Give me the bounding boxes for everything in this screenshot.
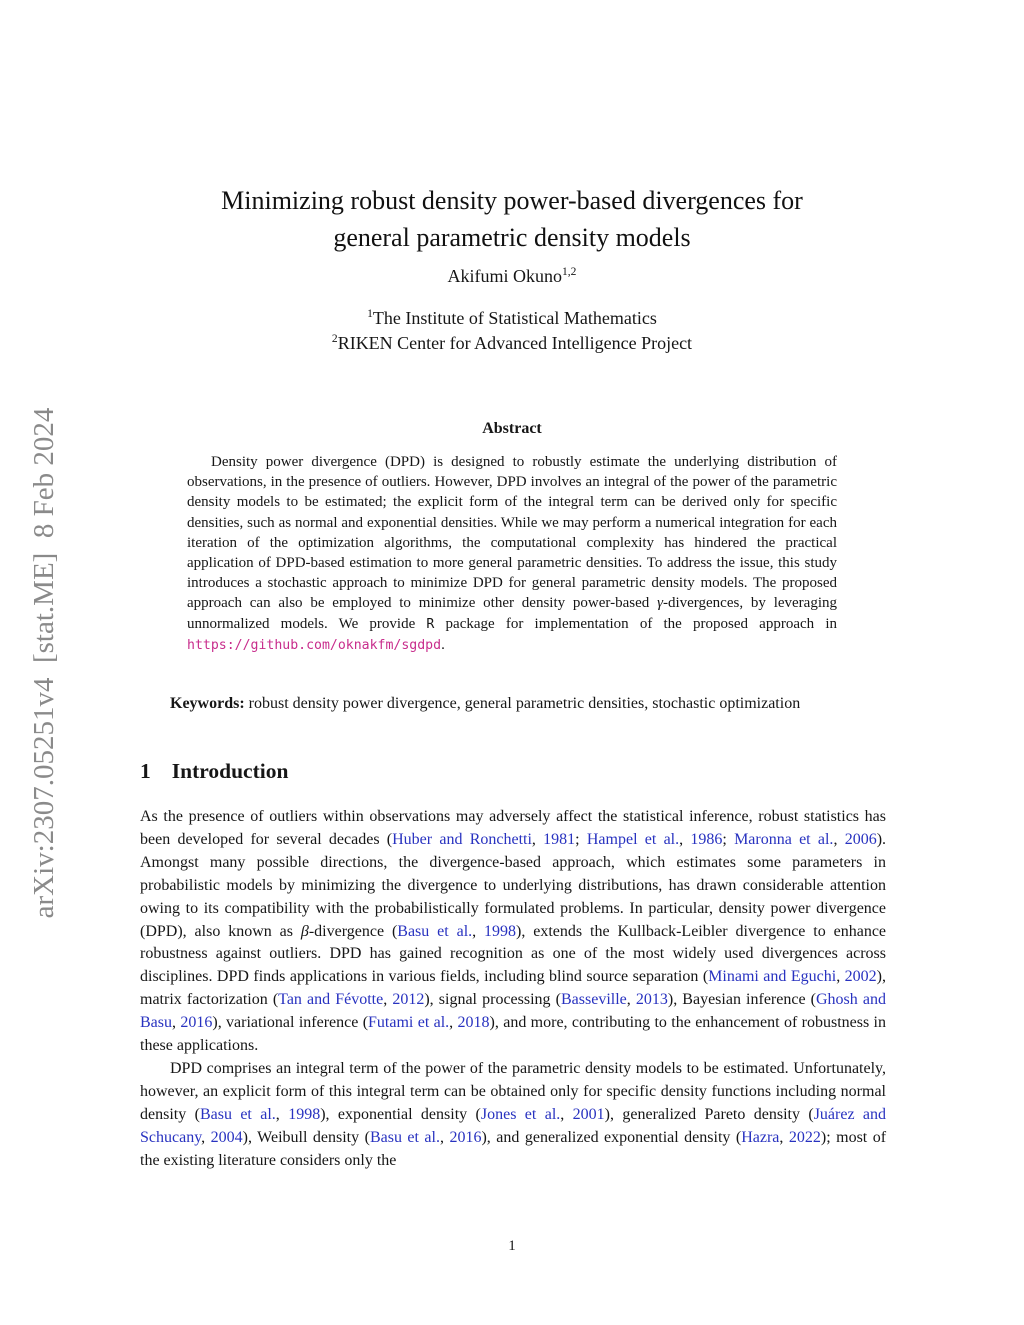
keywords-text: robust density power divergence, general parametric densities, stochastic optimization	[244, 695, 801, 712]
text-segment: ,	[679, 830, 691, 848]
affiliation-line-1	[0, 306, 1024, 331]
citation-link[interactable]: Basu et al.	[397, 922, 473, 940]
text-segment: ), signal processing (	[424, 991, 561, 1009]
citation-link[interactable]: 2018	[457, 1014, 490, 1032]
text-segment: As the presence of outliers within observations may adversely affect the statistical inference, robust statistics has been developed for several decades (	[140, 808, 886, 848]
citation-link[interactable]: Hampel et al.	[586, 830, 680, 848]
text-segment: ;	[722, 830, 735, 848]
text-segment: ,	[472, 922, 485, 940]
citation-link[interactable]: 2016	[449, 1128, 482, 1146]
affiliation-name-2: RIKEN Center for Advanced Intelligence Project	[337, 333, 693, 353]
text-segment: package for implementation of the proposed approach in	[434, 615, 837, 632]
text-segment: ). Amongst many possible directions, the divergence-based approach, which estimates some parameters in probabilistic models by minimizing the divergence to underlying distributions, has drawn considerable attention owing to its compatibility with the probabilistically formulated problems. In particular, density power divergence (DPD), also known as	[140, 830, 887, 940]
abstract-text	[187, 452, 837, 656]
affiliation-line-2	[0, 331, 1024, 356]
section-number: 1	[140, 759, 151, 783]
citation-link[interactable]: 2002	[844, 968, 877, 986]
text-segment: ), extends the Kullback-Leibler divergence to enhance robustness against outliers. DPD has gained recognition as one of the most widely used divergences across disciplines. DPD finds applications in various fields, including blind source separation (	[140, 922, 887, 986]
section-heading-introduction	[140, 759, 288, 784]
paper-title	[90, 182, 934, 256]
citation-link[interactable]: 2022	[788, 1128, 821, 1146]
text-segment: ,	[201, 1128, 211, 1146]
text-segment: ), and more, contributing to the enhancement of robustness in these applications.	[140, 1014, 886, 1055]
affiliation-name-1: The Institute of Statistical Mathematics	[372, 308, 657, 328]
text-segment: ,	[836, 968, 845, 986]
text-segment: β	[300, 922, 309, 940]
intro-paragraph-1	[140, 806, 886, 1058]
text-segment: ,	[531, 830, 544, 848]
affiliation-mark-2: 2	[331, 333, 338, 345]
citation-link[interactable]: Ghosh and Basu	[140, 991, 886, 1032]
citation-link[interactable]: 2001	[572, 1105, 605, 1123]
citation-link[interactable]: 2016	[180, 1014, 213, 1032]
text-segment: ,	[275, 1105, 289, 1123]
citation-link[interactable]: 1986	[690, 830, 723, 848]
text-segment: ), generalized Pareto density (	[604, 1105, 814, 1123]
text-segment: ,	[172, 1014, 181, 1032]
abstract-heading: Abstract	[482, 420, 542, 437]
author-affiliation-marks: 1,2	[562, 266, 577, 278]
text-segment: ;	[575, 830, 587, 848]
keywords-line	[140, 691, 886, 716]
affiliations	[0, 306, 1024, 356]
text-segment: -divergences, by leveraging unnormalized models. We provide	[187, 595, 837, 632]
citation-link[interactable]: Futami et al.	[368, 1014, 450, 1032]
text-segment: ), and generalized exponential density (	[481, 1128, 742, 1146]
text-segment: ,	[626, 991, 636, 1009]
author-name: Akifumi Okuno	[447, 266, 563, 286]
citation-link[interactable]: Huber and Ronchetti	[392, 830, 532, 848]
citation-link[interactable]: Jones et al.	[480, 1105, 561, 1123]
citation-link[interactable]: 2004	[210, 1128, 243, 1146]
text-segment: ,	[383, 991, 393, 1009]
text-segment: ,	[833, 830, 845, 848]
citation-link[interactable]: Basu et al.	[369, 1128, 440, 1146]
citation-link[interactable]: 1998	[288, 1105, 321, 1123]
text-segment: ,	[439, 1128, 450, 1146]
text-segment: ), Weibull density (	[242, 1128, 370, 1146]
citation-link[interactable]: 1998	[484, 922, 517, 940]
text-segment: ), exponential density (	[320, 1105, 481, 1123]
citation-link[interactable]: Tan and Févotte	[278, 991, 384, 1009]
page-number: 1	[508, 1238, 516, 1254]
text-segment: ,	[560, 1105, 573, 1123]
citation-link[interactable]: Maronna et al.	[734, 830, 834, 848]
text-segment: ), Bayesian inference (	[667, 991, 816, 1009]
text-segment: γ	[657, 595, 663, 612]
paper-title-line1: Minimizing robust density power-based divergences for	[221, 186, 803, 215]
text-segment: Density power divergence (DPD) is designed to robustly estimate the underlying distribution of observations, in the presence of outliers. However, DPD involves an integral of the power of the parametric density models to be estimated; the explicit form of the integral term can be derived only for specific densities, such as normal and exponential densities. While we may perform a numerical integration for each iteration of the optimization algorithms, the computational complexity has hindered the practical application of DPD-based estimation to more general parametric densities. To address the issue, this study introduces a stochastic approach to minimize DPD for general parametric density models. The proposed approach can also be employed to minimize other density power-based	[187, 454, 837, 612]
keywords-label: Keywords:	[170, 695, 245, 712]
text-segment: ), variational inference (	[212, 1014, 369, 1032]
text-segment: ,	[449, 1014, 458, 1032]
text-segment: R	[426, 616, 435, 632]
citation-link[interactable]: Hazra	[741, 1128, 780, 1146]
arxiv-watermark: arXiv:2307.05251v4 [stat.ME] 8 Feb 2024	[28, 407, 60, 919]
url-link[interactable]: https://github.com/oknakfm/sgdpd	[187, 637, 442, 653]
section-title: Introduction	[171, 759, 289, 783]
citation-link[interactable]: 2012	[392, 991, 425, 1009]
citation-link[interactable]: 1981	[543, 830, 576, 848]
citation-link[interactable]: Basseville	[560, 991, 627, 1009]
text-segment: DPD comprises an integral term of the power of the parametric density models to be estimated. Unfortunately, however, an explicit form of this integral term can be obtained only for specific density functions including normal density (	[140, 1059, 886, 1123]
paper-title-line2: general parametric density models	[333, 223, 691, 252]
text-segment: ); most of the existing literature considers only the	[140, 1128, 887, 1169]
introduction-body	[140, 806, 886, 1173]
text-segment: .	[441, 636, 445, 653]
citation-link[interactable]: Juárez and Schucany	[140, 1105, 887, 1146]
intro-paragraph-2	[140, 1058, 886, 1173]
citation-link[interactable]: Minami and Eguchi	[708, 968, 837, 986]
text-segment: ,	[779, 1128, 789, 1146]
text-segment: ), matrix factorization (	[140, 968, 886, 1009]
citation-link[interactable]: 2006	[844, 830, 877, 848]
text-segment: -divergence (	[308, 922, 398, 940]
affiliation-mark-1: 1	[367, 308, 373, 320]
author-line	[0, 266, 1024, 287]
citation-link[interactable]: Basu et al.	[199, 1105, 276, 1123]
citation-link[interactable]: 2013	[635, 991, 668, 1009]
